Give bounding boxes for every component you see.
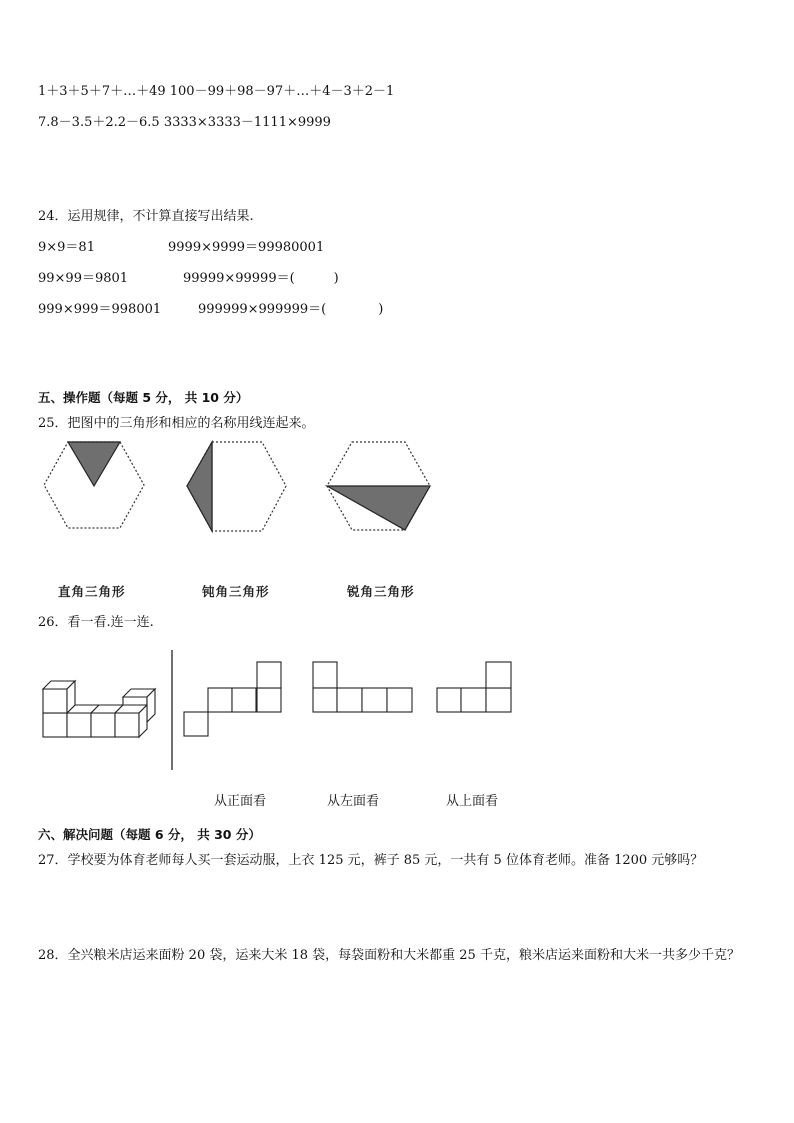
calc-line-1: 1＋3＋5＋7＋…＋49 100－99＋98－97＋…＋4－3＋2－1 <box>38 84 395 99</box>
section-6-title: 六、解决问题（每题 6 分， 共 30 分） <box>38 827 261 842</box>
view-option-b <box>313 662 412 712</box>
right-triangle-shade <box>327 486 430 530</box>
cube-solid-figure <box>43 681 155 737</box>
q24-row-2-left: 99×99＝9801 <box>38 271 129 286</box>
q28-text: 28．全兴粮米店运来面粉 20 袋，运来大米 18 袋，每袋面粉和大米都重 25 千克，粮米店运来面粉和大米一共多少千克？ <box>38 948 740 963</box>
obtuse-triangle-shade <box>187 442 212 531</box>
view-label-front: 从正面看 <box>214 794 267 809</box>
calc-line-2: 7.8－3.5＋2.2－6.5 3333×3333－1111×9999 <box>38 115 331 130</box>
view-label-left: 从左面看 <box>327 794 380 809</box>
q24-row-1-right: 9999×9999＝99980001 <box>168 240 325 255</box>
label-right-triangle: 直角三角形 <box>58 584 126 599</box>
q26-title: 26．看一看.连一连. <box>38 615 154 630</box>
q24-row-3-left: 999×999＝998001 <box>38 302 162 317</box>
q24-row-3-right: 999999×999999＝( ) <box>198 302 384 317</box>
q24-row-2-right: 99999×99999＝( ) <box>183 271 339 286</box>
q24-row-1-left: 9×9＝81 <box>38 240 95 255</box>
view-option-a <box>184 662 281 736</box>
acute-triangle-shade <box>68 442 120 486</box>
q27-text: 27．学校要为体育老师每人买一套运动服，上衣 125 元，裤子 85 元，一共有 5 位体育老师。准备 1200 元够吗？ <box>38 853 704 868</box>
q26-figures <box>0 648 794 778</box>
view-label-top: 从上面看 <box>446 794 499 809</box>
label-acute-triangle: 锐角三角形 <box>347 584 415 599</box>
hexagon-figure-3 <box>327 442 430 530</box>
q24-title: 24．运用规律，不计算直接写出结果. <box>38 209 254 224</box>
label-obtuse-triangle: 钝角三角形 <box>202 584 270 599</box>
view-option-c <box>437 662 511 712</box>
q25-figures <box>0 438 794 598</box>
hexagon-figure-2 <box>187 442 286 531</box>
section-5-title: 五、操作题（每题 5 分， 共 10 分） <box>38 390 249 405</box>
hexagon-figure-1 <box>44 442 144 528</box>
q25-title: 25．把图中的三角形和相应的名称用线连起来。 <box>38 416 315 431</box>
